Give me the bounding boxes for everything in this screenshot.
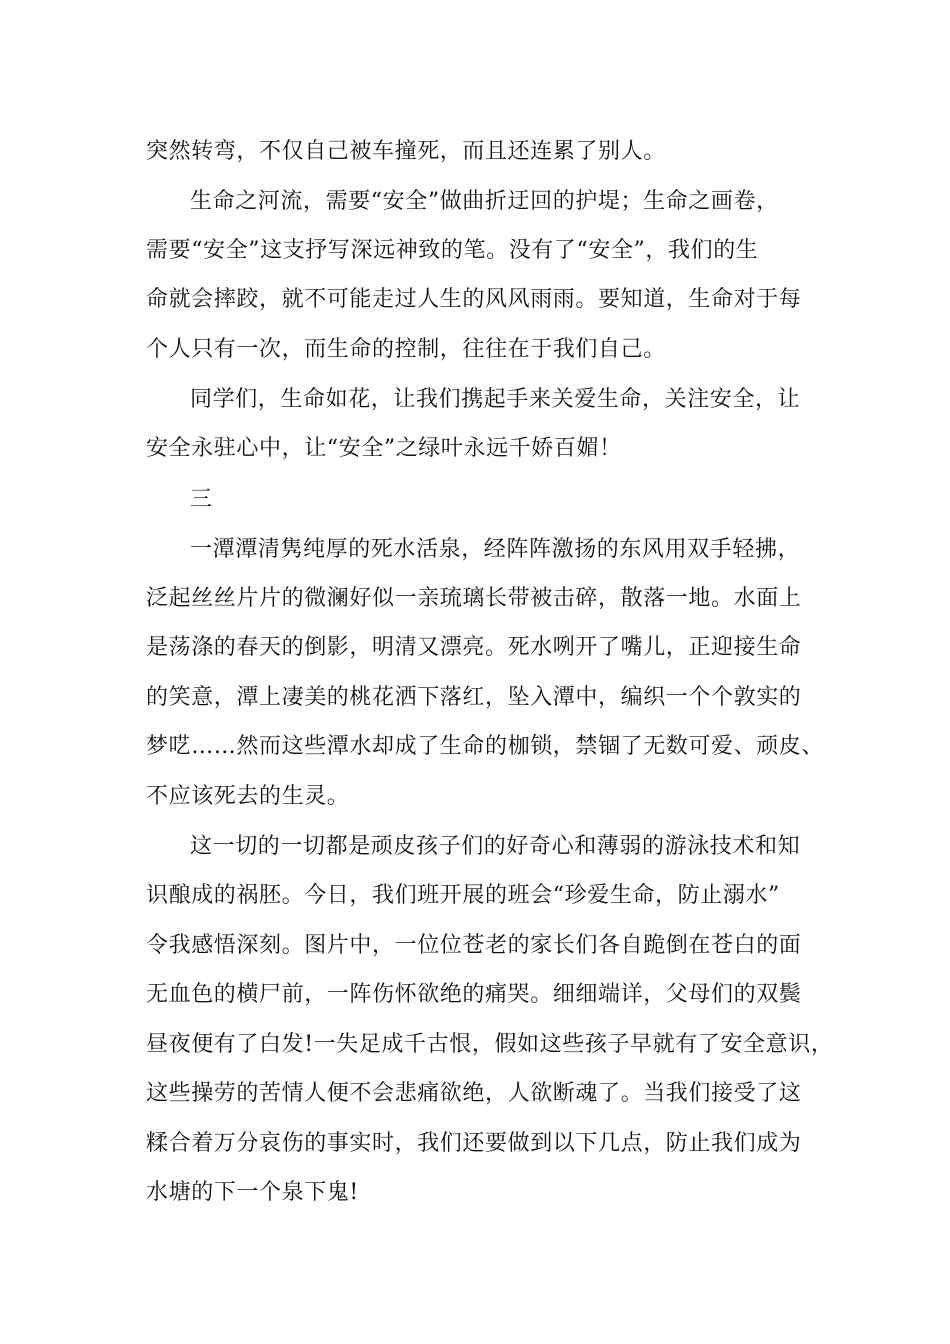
text-line: 泛起丝丝片片的微澜好似一亲琉璃长带被击碎，散落一地。水面上 [146,586,802,611]
text-line: 这些操劳的苦情人便不会悲痛欲绝，人欲断魂了。当我们接受了这 [146,1081,802,1106]
text-line: 昼夜便有了白发!一失足成千古恨，假如这些孩子早就有了安全意识， [146,1032,834,1057]
text-line: 糅合着万分哀伤的事实时，我们还要做到以下几点，防止我们成为 [146,1131,802,1156]
paragraph-start: 生命之河流，需要“安全”做曲折迂回的护堤；生命之画卷， [190,189,779,214]
text-line: 无血色的横尸前，一阵伤怀欲绝的痛哭。细细端详，父母们的双鬓 [146,982,802,1007]
section-heading: 三 [190,487,213,512]
text-line: 安全永驻心中，让“安全”之绿叶永远千娇百媚！ [146,436,622,461]
text-line: 突然转弯，不仅自己被车撞死，而且还连累了别人。 [146,139,666,164]
paragraph-start: 一潭潭清隽纯厚的死水活泉，经阵阵激扬的东风用双手轻拂， [190,537,801,562]
paragraph-start: 这一切的一切都是顽皮孩子们的好奇心和薄弱的游泳技术和知 [190,834,801,859]
text-line: 识酿成的祸胚。今日，我们班开展的班会“珍爱生命，防止溺水” [146,883,780,908]
text-line: 令我感悟深刻。图片中，一位位苍老的家长们各自跪倒在苍白的面 [146,933,802,958]
text-line: 个人只有一次，而生命的控制，往往在于我们自己。 [146,337,666,362]
text-line: 需要“安全”这支抒写深远神致的笔。没有了“安全”，我们的生 [146,238,759,263]
text-line: 不应该死去的生灵。 [146,784,350,809]
text-line: 命就会摔跤，就不可能走过人生的风风雨雨。要知道，生命对于每 [146,287,802,312]
text-line: 水塘的下一个泉下鬼! [146,1180,359,1205]
text-line: 梦呓……然而这些潭水却成了生命的枷锁，禁锢了无数可爱、顽皮、 [146,734,825,759]
text-line: 的笑意，潭上凄美的桃花洒下落红，坠入潭中，编织一个个敦实的 [146,685,802,710]
text-line: 是荡涤的春天的倒影，明清又漂亮。死水咧开了嘴儿，正迎接生命 [146,635,802,660]
paragraph-start: 同学们，生命如花，让我们携起手来关爱生命，关注安全，让 [190,387,801,412]
